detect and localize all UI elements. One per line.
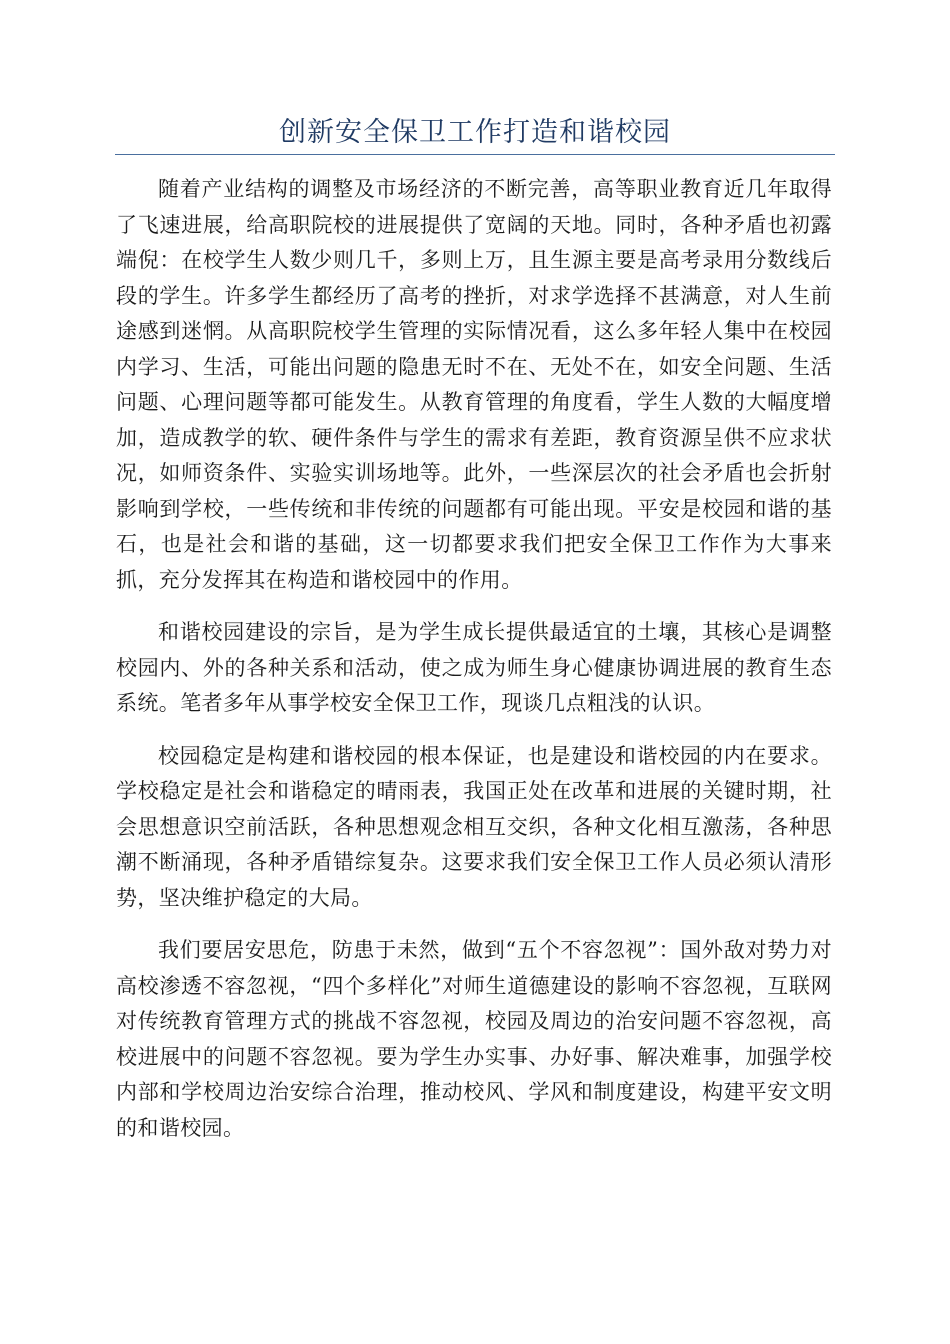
paragraph-3: 校园稳定是构建和谐校园的根本保证，也是建设和谐校园的内在要求。学校稳定是社会和谐稳定的晴雨表，我国正处在改革和进展的关键时期，社会思想意识空前活跃，各种思想观念相互交织，各种文化相互激荡，各种思潮不断涌现，各种矛盾错综复杂。这要求我们安全保卫工作人员必须认清形势，坚决维护稳定的大局。 <box>116 743 832 910</box>
paragraph-2: 和谐校园建设的宗旨，是为学生成长提供最适宜的土壤，其核心是调整校园内、外的各种关系和活动，使之成为师生身心健康协调进展的教育生态系统。笔者多年从事学校安全保卫工作，现谈几点粗浅的认识。 <box>116 620 832 715</box>
paragraph-1: 随着产业结构的调整及市场经济的不断完善，高等职业教育近几年取得了飞速进展，给高职院校的进展提供了宽阔的天地。同时，各种矛盾也初露端倪：在校学生人数少则几千，多则上万，且生源主要是高考录用分数线后段的学生。许多学生都经历了高考的挫折，对求学选择不甚满意，对人生前途感到迷惘。从高职院校学生管理的实际情况看，这么多年轻人集中在校园内学习、生活，可能出问题的隐患无时不在、无处不在，如安全问题、生活问题、心理问题等都可能发生。从教育管理的角度看，学生人数的大幅度增加，造成教学的软、硬件条件与学生的需求有差距，教育资源呈供不应求状况，如师资条件、实验实训场地等。此外，一些深层次的社会矛盾也会折射影响到学校，一些传统和非传统的问题都有可能出现。平安是校园和谐的基石，也是社会和谐的基础，这一切都要求我们把安全保卫工作作为大事来抓，充分发挥其在构造和谐校园中的作用。 <box>116 177 832 592</box>
document-body <box>116 172 832 1163</box>
paragraph-4: 我们要居安思危，防患于未然，做到“五个不容忽视”：国外敌对势力对高校渗透不容忽视，“四个多样化”对师生道德建设的影响不容忽视，互联网对传统教育管理方式的挑战不容忽视，校园及周边的治安问题不容忽视，高校进展中的问题不容忽视。要为学生办实事、办好事、解决难事，加强学校内部和学校周边治安综合治理，推动校风、学风和制度建设，构建平安文明的和谐校园。 <box>116 938 832 1140</box>
document-title: 创新安全保卫工作打造和谐校园 <box>279 117 671 148</box>
title-underline <box>115 154 835 155</box>
